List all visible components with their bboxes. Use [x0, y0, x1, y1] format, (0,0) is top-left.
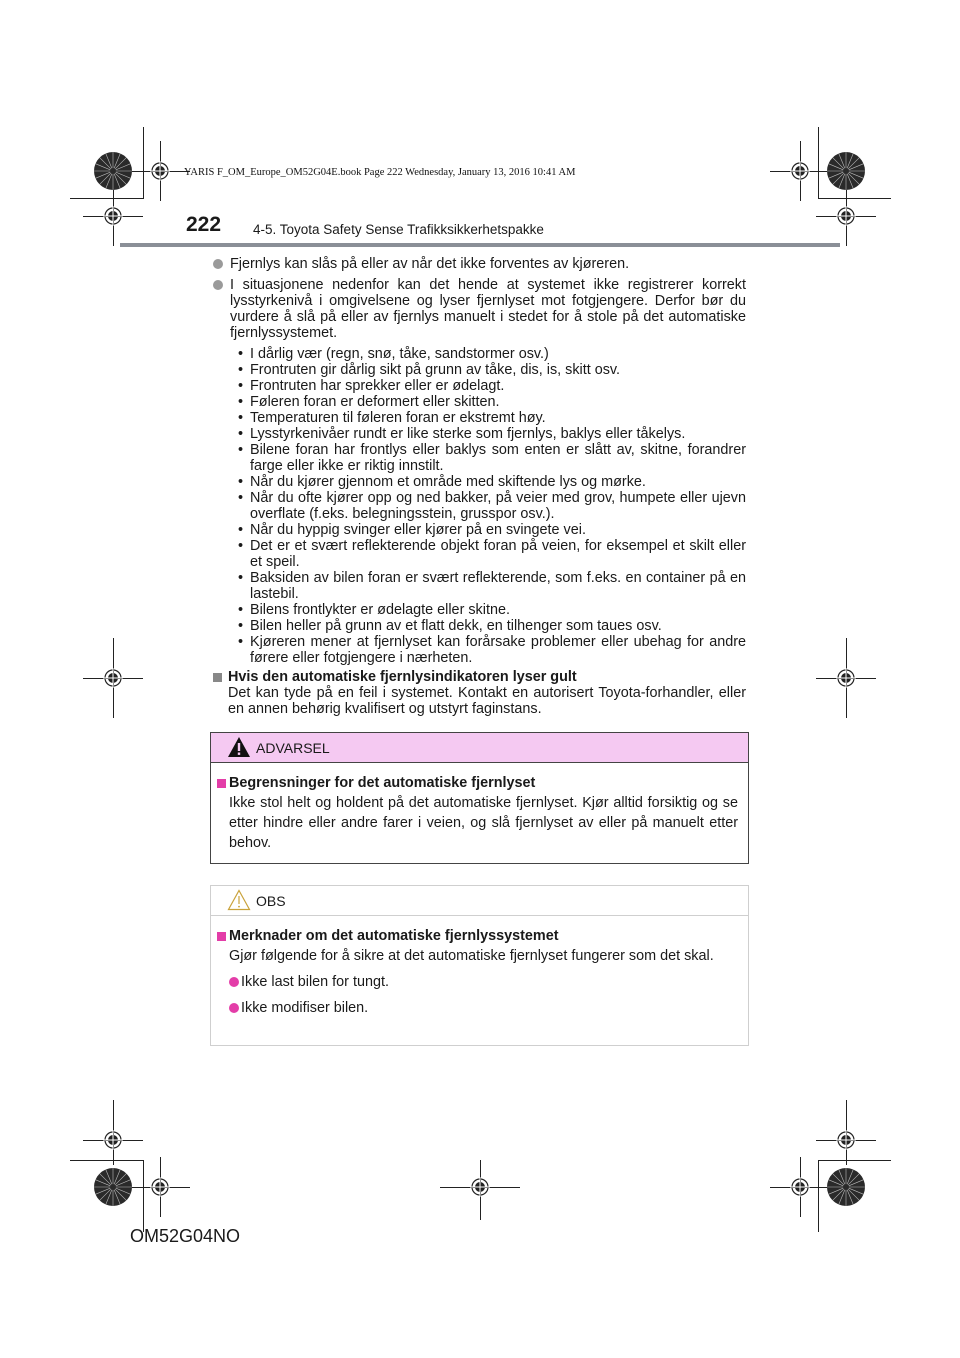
- registration-mark-icon: [790, 1177, 810, 1197]
- list-item: • Det er et svært reflekterende objekt foran på veien, for eksempel et skilt eller et speil.: [238, 538, 746, 570]
- registration-mark-icon: [470, 1177, 490, 1197]
- sunburst-mark-icon: [826, 1167, 866, 1207]
- indicator-text: Det kan tyde på en feil i systemet. Kontakt en autorisert Toyota-forhandler, eller en annen behørig kvalifisert og utstyrt faginstans.: [228, 685, 746, 717]
- list-item: • Bilens frontlykter er ødelagte eller skitne.: [238, 602, 746, 618]
- bullet-dot-icon: [213, 259, 223, 269]
- section-square-icon: [217, 779, 226, 788]
- sunburst-mark-icon: [826, 151, 866, 191]
- list-item: • Når du kjører gjennom et område med skiftende lys og mørke.: [238, 474, 746, 490]
- list-item: • Lysstyrkenivåer rundt er like sterke som fjernlys, baklys eller tåkelys.: [238, 426, 746, 442]
- list-item: • Bilene foran har frontlys eller baklys som enten er slått av, skitne, forandrer farge eller ikke er riktig innstilt.: [238, 442, 746, 474]
- bullet-dot-icon: [229, 977, 239, 987]
- section-square-icon: [213, 673, 222, 682]
- main-content: [210, 256, 746, 717]
- warning-title: ADVARSEL: [256, 740, 330, 756]
- sunburst-mark-icon: [93, 151, 133, 191]
- warning-triangle-icon: [227, 736, 251, 763]
- notice-heading: Merknader om det automatiske fjernlyssystemet: [217, 926, 738, 946]
- notice-text: Gjør følgende for å sikre at det automatiske fjernlyset fungerer som det skal.: [229, 948, 714, 964]
- document-code: OM52G04NO: [130, 1226, 241, 1246]
- list-item: • Temperaturen til føleren foran er ekstremt høy.: [238, 410, 746, 426]
- indicator-heading: Hvis den automatiske fjernlysindikatoren lyser gult: [210, 669, 746, 685]
- list-item: • I dårlig vær (regn, snø, tåke, sandstormer osv.): [238, 346, 746, 362]
- section-square-icon: [217, 932, 226, 941]
- warning-box: [210, 732, 749, 864]
- registration-mark-icon: [836, 668, 856, 688]
- page-number: 222: [186, 213, 222, 236]
- list-item: • Føleren foran er deformert eller skitten.: [238, 394, 746, 410]
- warning-text: Ikke stol helt og holdent på det automatiske fjernlyset. Kjør alltid forsiktig og se etter hindre eller andre farer i veien, og slå fjernlyset av eller på manuelt etter behov.: [229, 795, 738, 851]
- warning-heading: Begrensninger for det automatiske fjernlyset: [217, 773, 738, 793]
- list-item: • Frontruten har sprekker eller er ødelagt.: [238, 378, 746, 394]
- registration-mark-icon: [836, 1130, 856, 1150]
- notice-header: [211, 886, 748, 916]
- list-item: • Når du ofte kjører opp og ned bakker, på veier med grov, humpete eller ujevn overflate (f.eks. belegningsstein, grusspor osv.).: [238, 490, 746, 522]
- notice-body: [217, 926, 738, 1018]
- registration-mark-icon: [790, 161, 810, 181]
- list-item: • Kjøreren mener at fjernlyset kan forårsake problemer eller ubehag for andre førere eller fotgjengere i nærheten.: [238, 634, 746, 666]
- registration-mark-icon: [103, 1130, 123, 1150]
- section-title: 4-5. Toyota Safety Sense Trafikksikkerhetspakke: [253, 222, 544, 237]
- bullet-item: I situasjonene nedenfor kan det hende at systemet ikke registrerer korrekt lysstyrkenivå i omgivelsene og lyser fjernlyset mot fotgjengere. Derfor bør du vurdere å slå på eller av fjernlys manuelt i stedet for å stole på det automatiske fjernlyssystemet.: [210, 277, 746, 341]
- list-item: • Frontruten gir dårlig sikt på grunn av tåke, dis, is, skitt osv.: [238, 362, 746, 378]
- notice-box: [210, 885, 749, 1046]
- list-item: Ikke modifiser bilen.: [217, 998, 738, 1018]
- registration-mark-icon: [103, 206, 123, 226]
- registration-mark-icon: [150, 1177, 170, 1197]
- conditions-list: [238, 346, 746, 666]
- registration-mark-icon: [836, 206, 856, 226]
- sunburst-mark-icon: [93, 1167, 133, 1207]
- warning-header: [211, 733, 748, 763]
- header-rule: [120, 243, 840, 247]
- bullet-dot-icon: [213, 280, 223, 290]
- print-job-line: YARIS F_OM_Europe_OM52G04E.book Page 222 Wednesday, January 13, 2016 10:41 AM: [184, 167, 576, 178]
- list-item: • Baksiden av bilen foran er svært reflekterende, som f.eks. en container på en lastebil.: [238, 570, 746, 602]
- list-item: Ikke last bilen for tungt.: [217, 972, 738, 992]
- registration-mark-icon: [150, 161, 170, 181]
- list-item: • Bilen heller på grunn av et flatt dekk, en tilhenger som taues osv.: [238, 618, 746, 634]
- bullet-dot-icon: [229, 1003, 239, 1013]
- caution-triangle-icon: [227, 889, 251, 916]
- list-item: • Når du hyppig svinger eller kjører på en svingete vei.: [238, 522, 746, 538]
- registration-mark-icon: [103, 668, 123, 688]
- bullet-item: Fjernlys kan slås på eller av når det ikke forventes av kjøreren.: [210, 256, 746, 272]
- warning-body: [217, 773, 738, 853]
- notice-title: OBS: [256, 893, 286, 909]
